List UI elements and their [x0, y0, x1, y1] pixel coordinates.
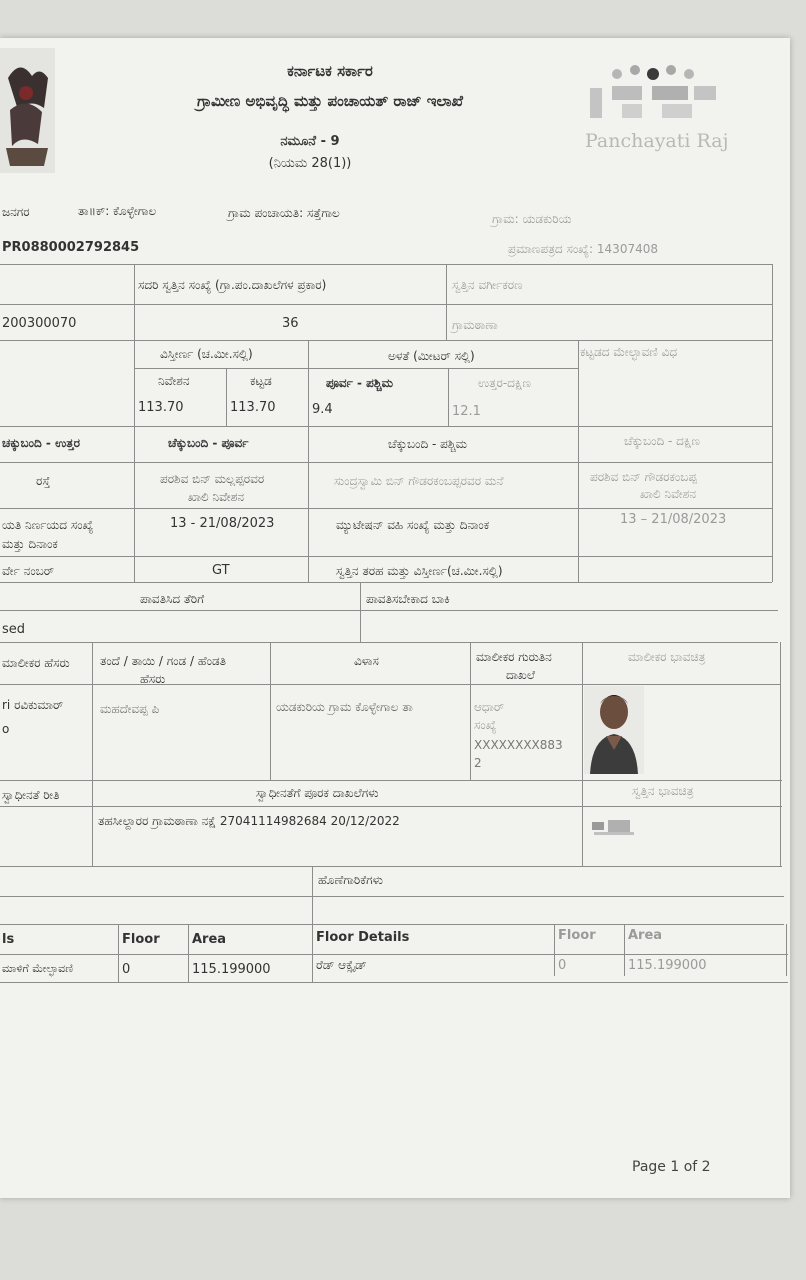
page-number: Page 1 of 2 — [632, 1159, 711, 1175]
owner-name-label: ಮಾಲೀಕರ ಹೆಸರು — [2, 656, 70, 670]
taluk: ತಾ॥ಕ್: ಕೊಳ್ಳೇಗಾಲ — [78, 204, 157, 218]
east-boundary-label: ಚೆಕ್ಕುಬಂದಿ - ಪೂರ್ವ — [168, 436, 249, 450]
owner-id-3: XXXXXXXX883 — [474, 738, 563, 752]
west-boundary-label: ಚೆಕ್ಕುಬಂದಿ - ಪಶ್ಚಿಮ — [388, 437, 468, 451]
tax-due-label: ಪಾವತಿಸಬೇಕಾದ ಬಾಕಿ — [366, 592, 450, 606]
east-west-label: ಪೂರ್ವ - ಪಶ್ಚಿಮ — [326, 376, 394, 390]
dimension-label: ಅಳತೆ (ಮೀಟರ್ ಸಲ್ಲಿ) — [388, 349, 475, 363]
floor-row-type: ಮಾಳಿಗೆ ಮೇಲ್ಛಾವಣಿ — [2, 962, 74, 975]
govt-title: ಕರ್ನಾಟಕ ಸರ್ಕಾರ — [287, 62, 373, 80]
floor-head-floor: Floor — [122, 932, 160, 947]
resolution-value: 13 - 21/08/2023 — [170, 516, 275, 531]
resolution-label-1: ಯತಿ ನಿರ್ಣಯದ ಸಂಖ್ಯೆ — [2, 518, 94, 532]
north-south-label: ಉತ್ತರ-ದಕ್ಷಿಣ — [478, 376, 531, 390]
liabilities-label: ಹೊಣೆಗಾರಿಕೆಗಳು — [318, 873, 383, 887]
south-boundary-1: ಪರಶಿವ ಬಿನ್ ಗೌಡರಕಂಬಪ್ಪ — [590, 470, 697, 484]
building-label: ಕಟ್ಟಡ — [250, 374, 272, 388]
building-area: 113.70 — [230, 400, 276, 415]
gram-panchayat: ಗ್ರಾಮ ಪಂಚಾಯತಿ: ಸತ್ತೆಗಾಲ — [228, 206, 340, 220]
relation-label-2: ಹೆಸರು — [140, 672, 166, 686]
east-west-value: 9.4 — [312, 402, 333, 417]
certificate-number: ಪ್ರಮಾಣಪತ್ರದ ಸಂಖ್ಯೆ: 14307408 — [508, 242, 658, 256]
floor-head-area: Area — [192, 932, 227, 947]
floor-row-floor-right: 0 — [558, 958, 567, 973]
owner-address: ಯಡಕುರಿಯ ಗ್ರಾಮ ಕೊಳ್ಳೇಗಾಲ ತಾ — [276, 700, 413, 714]
west-boundary: ಸುಂದ್ರಸ್ವಾಮಿ ಬಿನ್ ಗೌಡರಕಂಬಪ್ಪರವರ ಮನೆ — [334, 474, 504, 488]
dept-title: ಗ್ರಾಮೀಣ ಅಭಿವೃದ್ಧಿ ಮತ್ತು ಪಂಚಾಯತ್ ರಾಜ್ ಇಲಾಖೆ — [196, 92, 464, 110]
floor-head-floor-right: Floor — [558, 928, 596, 943]
area-label: ವಿಸ್ತೀರ್ಣ (ಚ.ಮೀ.ಸಲ್ಲಿ) — [160, 347, 253, 361]
floor-row-floor: 0 — [122, 962, 131, 977]
survey-label: ರ್ವೇ ನಂಬರ್ — [2, 564, 55, 578]
address-label: ವಿಳಾಸ — [354, 654, 379, 668]
acquisition-label: ಸ್ವಾಧೀನತೆ ರೀತಿ — [2, 788, 60, 802]
property-code: 200300070 — [2, 316, 77, 331]
floor-head-area-right: Area — [628, 928, 663, 943]
floor-head-details: ls — [2, 932, 15, 947]
survey-value: GT — [212, 563, 230, 578]
east-boundary-1: ಪರಶಿವ ಬಿನ್ ಮಲ್ಲಪ್ಪರವರ — [160, 472, 265, 486]
mutation-value: 13 – 21/08/2023 — [620, 512, 727, 527]
property-nature-label: ಸ್ವತ್ತಿನ ತರಹ ಮತ್ತು ವಿಸ್ತೀರ್ಣ(ಚ.ಮೀ.ಸಲ್ಲಿ) — [336, 564, 503, 578]
built-type-label: ಕಟ್ಟಡದ ಮೇಲ್ಛಾವಣಿ ವಿಧ — [580, 345, 678, 359]
village: ಗ್ರಾಮ: ಯಡಕುರಿಯ — [492, 212, 572, 226]
property-type-label: ಸ್ವತ್ತಿನ ವರ್ಗೀಕರಣ — [452, 278, 523, 292]
property-no-label: ಸದರಿ ಸ್ವತ್ತಿನ ಸಂಖ್ಯೆ (ಗ್ರಾ.ಪಂ.ದಾಖಲೆಗಳ ಪ್ರಕಾರ) — [138, 278, 327, 292]
east-boundary-2: ಖಾಲಿ ನಿವೇಶನ — [188, 490, 244, 504]
rule-number: (ನಿಯಮ 28(1)) — [268, 156, 352, 171]
floor-details-head: Floor Details — [316, 930, 410, 945]
relation-label-1: ತಂದೆ / ತಾಯಿ / ಗಂಡ / ಹೆಂಡತಿ — [100, 654, 226, 668]
form-number: ನಮೂನೆ - 9 — [280, 134, 340, 149]
site-area: 113.70 — [138, 400, 184, 415]
property-photo-label: ಸ್ವತ್ತಿನ ಭಾವಚಿತ್ರ — [632, 784, 694, 798]
floor-row-area: 115.199000 — [192, 962, 271, 977]
owner-id-2: ಸಂಖ್ಯೆ — [474, 718, 497, 732]
owner-id-4: 2 — [474, 756, 482, 770]
floor-row-details: ರೆಡ್ ಆಕ್ಸೈಡ್ — [316, 958, 367, 972]
north-boundary: ರಸ್ತೆ — [36, 474, 51, 488]
property-type: ಗ್ರಾಮಠಾಣಾ — [452, 318, 498, 332]
property-id: PR0880002792845 — [2, 240, 140, 255]
acquisition-docs: ತಹಸೀಲ್ದಾರರ ಗ್ರಾಮಠಾಣಾ ನಕ್ಷೆ 27041114982684 20/12/2022 — [98, 814, 400, 828]
owner-id-label-1: ಮಾಲೀಕರ ಗುರುತಿನ — [476, 650, 552, 664]
south-boundary-label: ಚೆಕ್ಕುಬಂದಿ - ದಕ್ಷಿಣ — [624, 434, 700, 448]
tax-paid-label: ಪಾವತಿಸಿದ ತೆರಿಗೆ — [140, 592, 205, 606]
floor-row-area-right: 115.199000 — [628, 958, 707, 973]
resolution-label-2: ಮತ್ತು ದಿನಾಂಕ — [2, 537, 58, 551]
district: ಜನಗರ — [2, 205, 30, 219]
owner-name: ri ರವಿಕುಮಾರ್ — [2, 698, 64, 712]
south-boundary-2: ಖಾಲಿ ನಿವೇಶನ — [640, 487, 696, 501]
owner-photo-label: ಮಾಲೀಕರ ಭಾವಚಿತ್ರ — [628, 650, 706, 664]
mutation-label: ಮ್ಯುಟೇಷನ್ ವಹಿ ಸಂಖ್ಯೆ ಮತ್ತು ದಿನಾಂಕ — [336, 518, 490, 532]
owner-photo — [584, 686, 644, 774]
owner-name-cont: o — [2, 722, 10, 736]
state-emblem — [0, 48, 55, 173]
acquisition-docs-label: ಸ್ವಾಧೀನತೆಗೆ ಪೂರಕ ದಾಖಲೆಗಳು — [256, 786, 379, 800]
relation-name: ಮಹದೇವಪ್ಪ ಪಿ — [100, 702, 160, 716]
owner-id-label-2: ದಾಖಲೆ — [506, 668, 535, 682]
site-label: ನಿವೇಶನ — [158, 374, 190, 388]
property-photo — [590, 816, 640, 836]
panchayati-raj-logo-icon — [582, 60, 752, 170]
property-no: 36 — [282, 316, 299, 331]
logo-text: Panchayati Raj — [585, 130, 729, 152]
owner-id-1: ಆಧಾರ್ — [474, 700, 505, 714]
sed-text: sed — [2, 622, 26, 637]
north-south-value: 12.1 — [452, 404, 481, 419]
north-boundary-label: ಚಕ್ಕುಬಂದಿ - ಉತ್ತರ — [2, 436, 80, 450]
